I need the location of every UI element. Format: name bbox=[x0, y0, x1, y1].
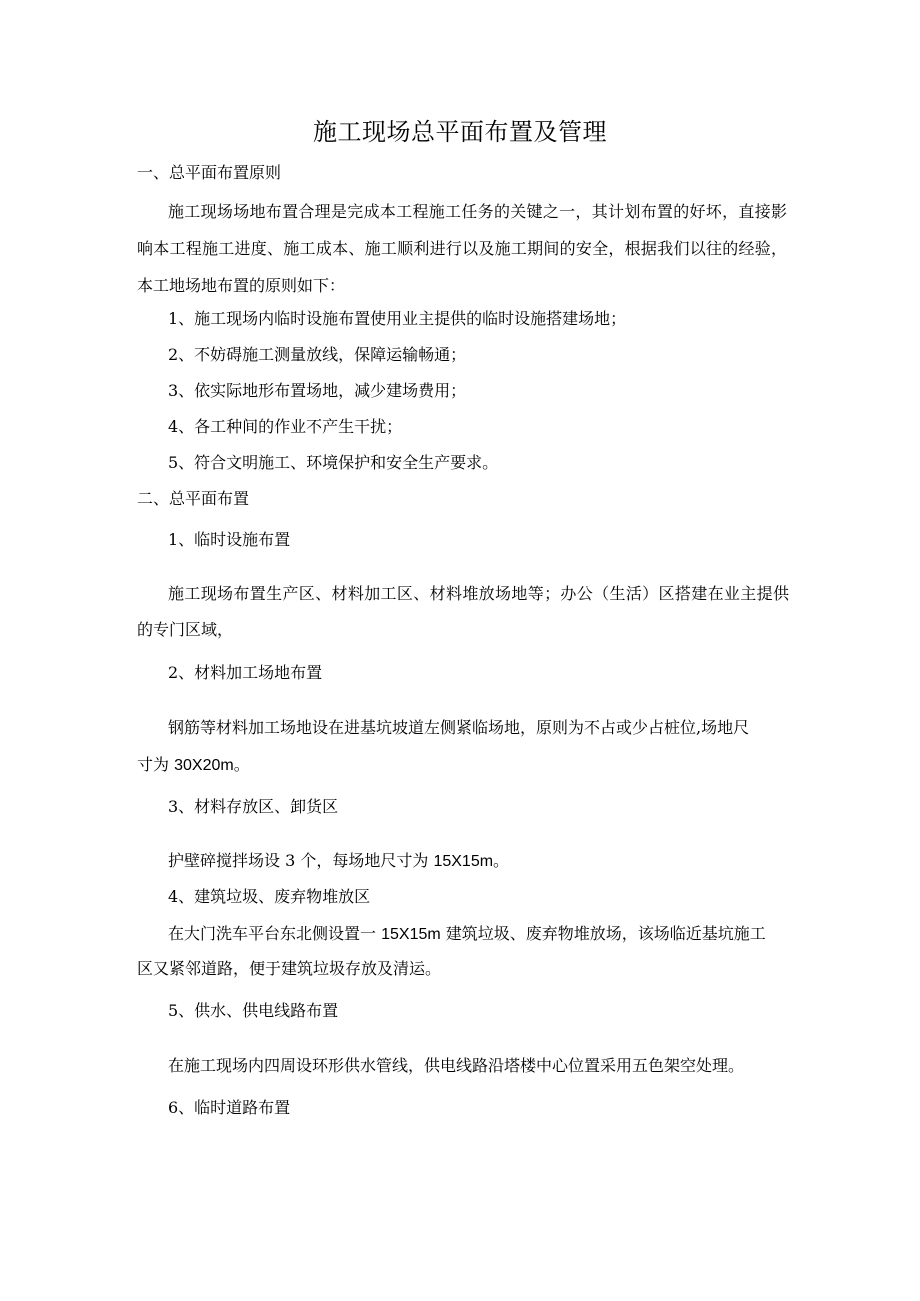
sub3-site-size: 15X15m bbox=[433, 853, 494, 870]
sub2-site-size: 30X20m bbox=[174, 757, 234, 774]
sub1-heading: 1、临时设施布置 bbox=[168, 530, 291, 549]
sub4-body-line2: 区又紧邻道路，便于建筑垃圾存放及清运。 bbox=[137, 959, 442, 978]
sub2-body-prefix: 寸为 bbox=[137, 755, 175, 774]
sub5-heading: 5、供水、供电线路布置 bbox=[168, 1001, 339, 1020]
sub3-body bbox=[168, 849, 509, 874]
page-title: 施工现场总平面布置及管理 bbox=[313, 118, 607, 146]
principle-item-3: 3、依实际地形布置场地，减少建场费用； bbox=[168, 381, 467, 400]
sub4-site-size: 15X15m bbox=[381, 926, 441, 943]
principle-item-2: 2、不妨碍施工测量放线，保障运输畅通； bbox=[168, 345, 467, 364]
sub2-heading: 2、材料加工场地布置 bbox=[168, 663, 323, 682]
sub6-heading: 6、临时道路布置 bbox=[168, 1098, 291, 1117]
sub1-body: 施工现场布置生产区、材料加工区、材料堆放场地等；办公（生活）区搭建在业主提供的专门区域， bbox=[137, 584, 789, 639]
section1-heading: 一、总平面布置原则 bbox=[137, 163, 282, 182]
principle-item-5: 5、符合文明施工、环境保护和安全生产要求。 bbox=[168, 453, 499, 472]
sub2-body-suffix: 。 bbox=[233, 755, 250, 774]
sub3-heading: 3、材料存放区、卸货区 bbox=[168, 797, 339, 816]
sub3-body-suffix: 。 bbox=[493, 851, 510, 870]
sub3-body-prefix: 护壁碎搅拌场设 3 个，每场地尺寸为 bbox=[168, 851, 434, 870]
principle-item-4: 4、各工种间的作业不产生干扰； bbox=[168, 417, 403, 436]
sub4-body-line1 bbox=[168, 922, 766, 947]
section1-intro: 施工现场场地布置合理是完成本工程施工任务的关键之一，其计划布置的好坏，直接影响本工程施工进度、施工成本、施工顺利进行以及施工期间的安全，根据我们以往的经验，本工地场地布置的原则如下： bbox=[137, 202, 787, 295]
sub4-body-suffix: 建筑垃圾、废弃物堆放场，该场临近基坑施工 bbox=[440, 924, 766, 943]
sub4-body-prefix: 在大门洗车平台东北侧设置一 bbox=[168, 924, 382, 943]
sub4-heading: 4、建筑垃圾、废弃物堆放区 bbox=[168, 887, 371, 906]
principle-item-1: 1、施工现场内临时设施布置使用业主提供的临时设施搭建场地； bbox=[168, 309, 627, 328]
sub5-body: 在施工现场内四周设环形供水管线，供电线路沿塔楼中心位置采用五色架空处理。 bbox=[168, 1056, 745, 1075]
sub2-body-line2 bbox=[137, 753, 250, 778]
sub2-body-line1: 钢筋等材料加工场地设在进基坑坡道左侧紧临场地，原则为不占或少占桩位,场地尺 bbox=[168, 718, 750, 737]
section2-heading: 二、总平面布置 bbox=[137, 489, 250, 508]
